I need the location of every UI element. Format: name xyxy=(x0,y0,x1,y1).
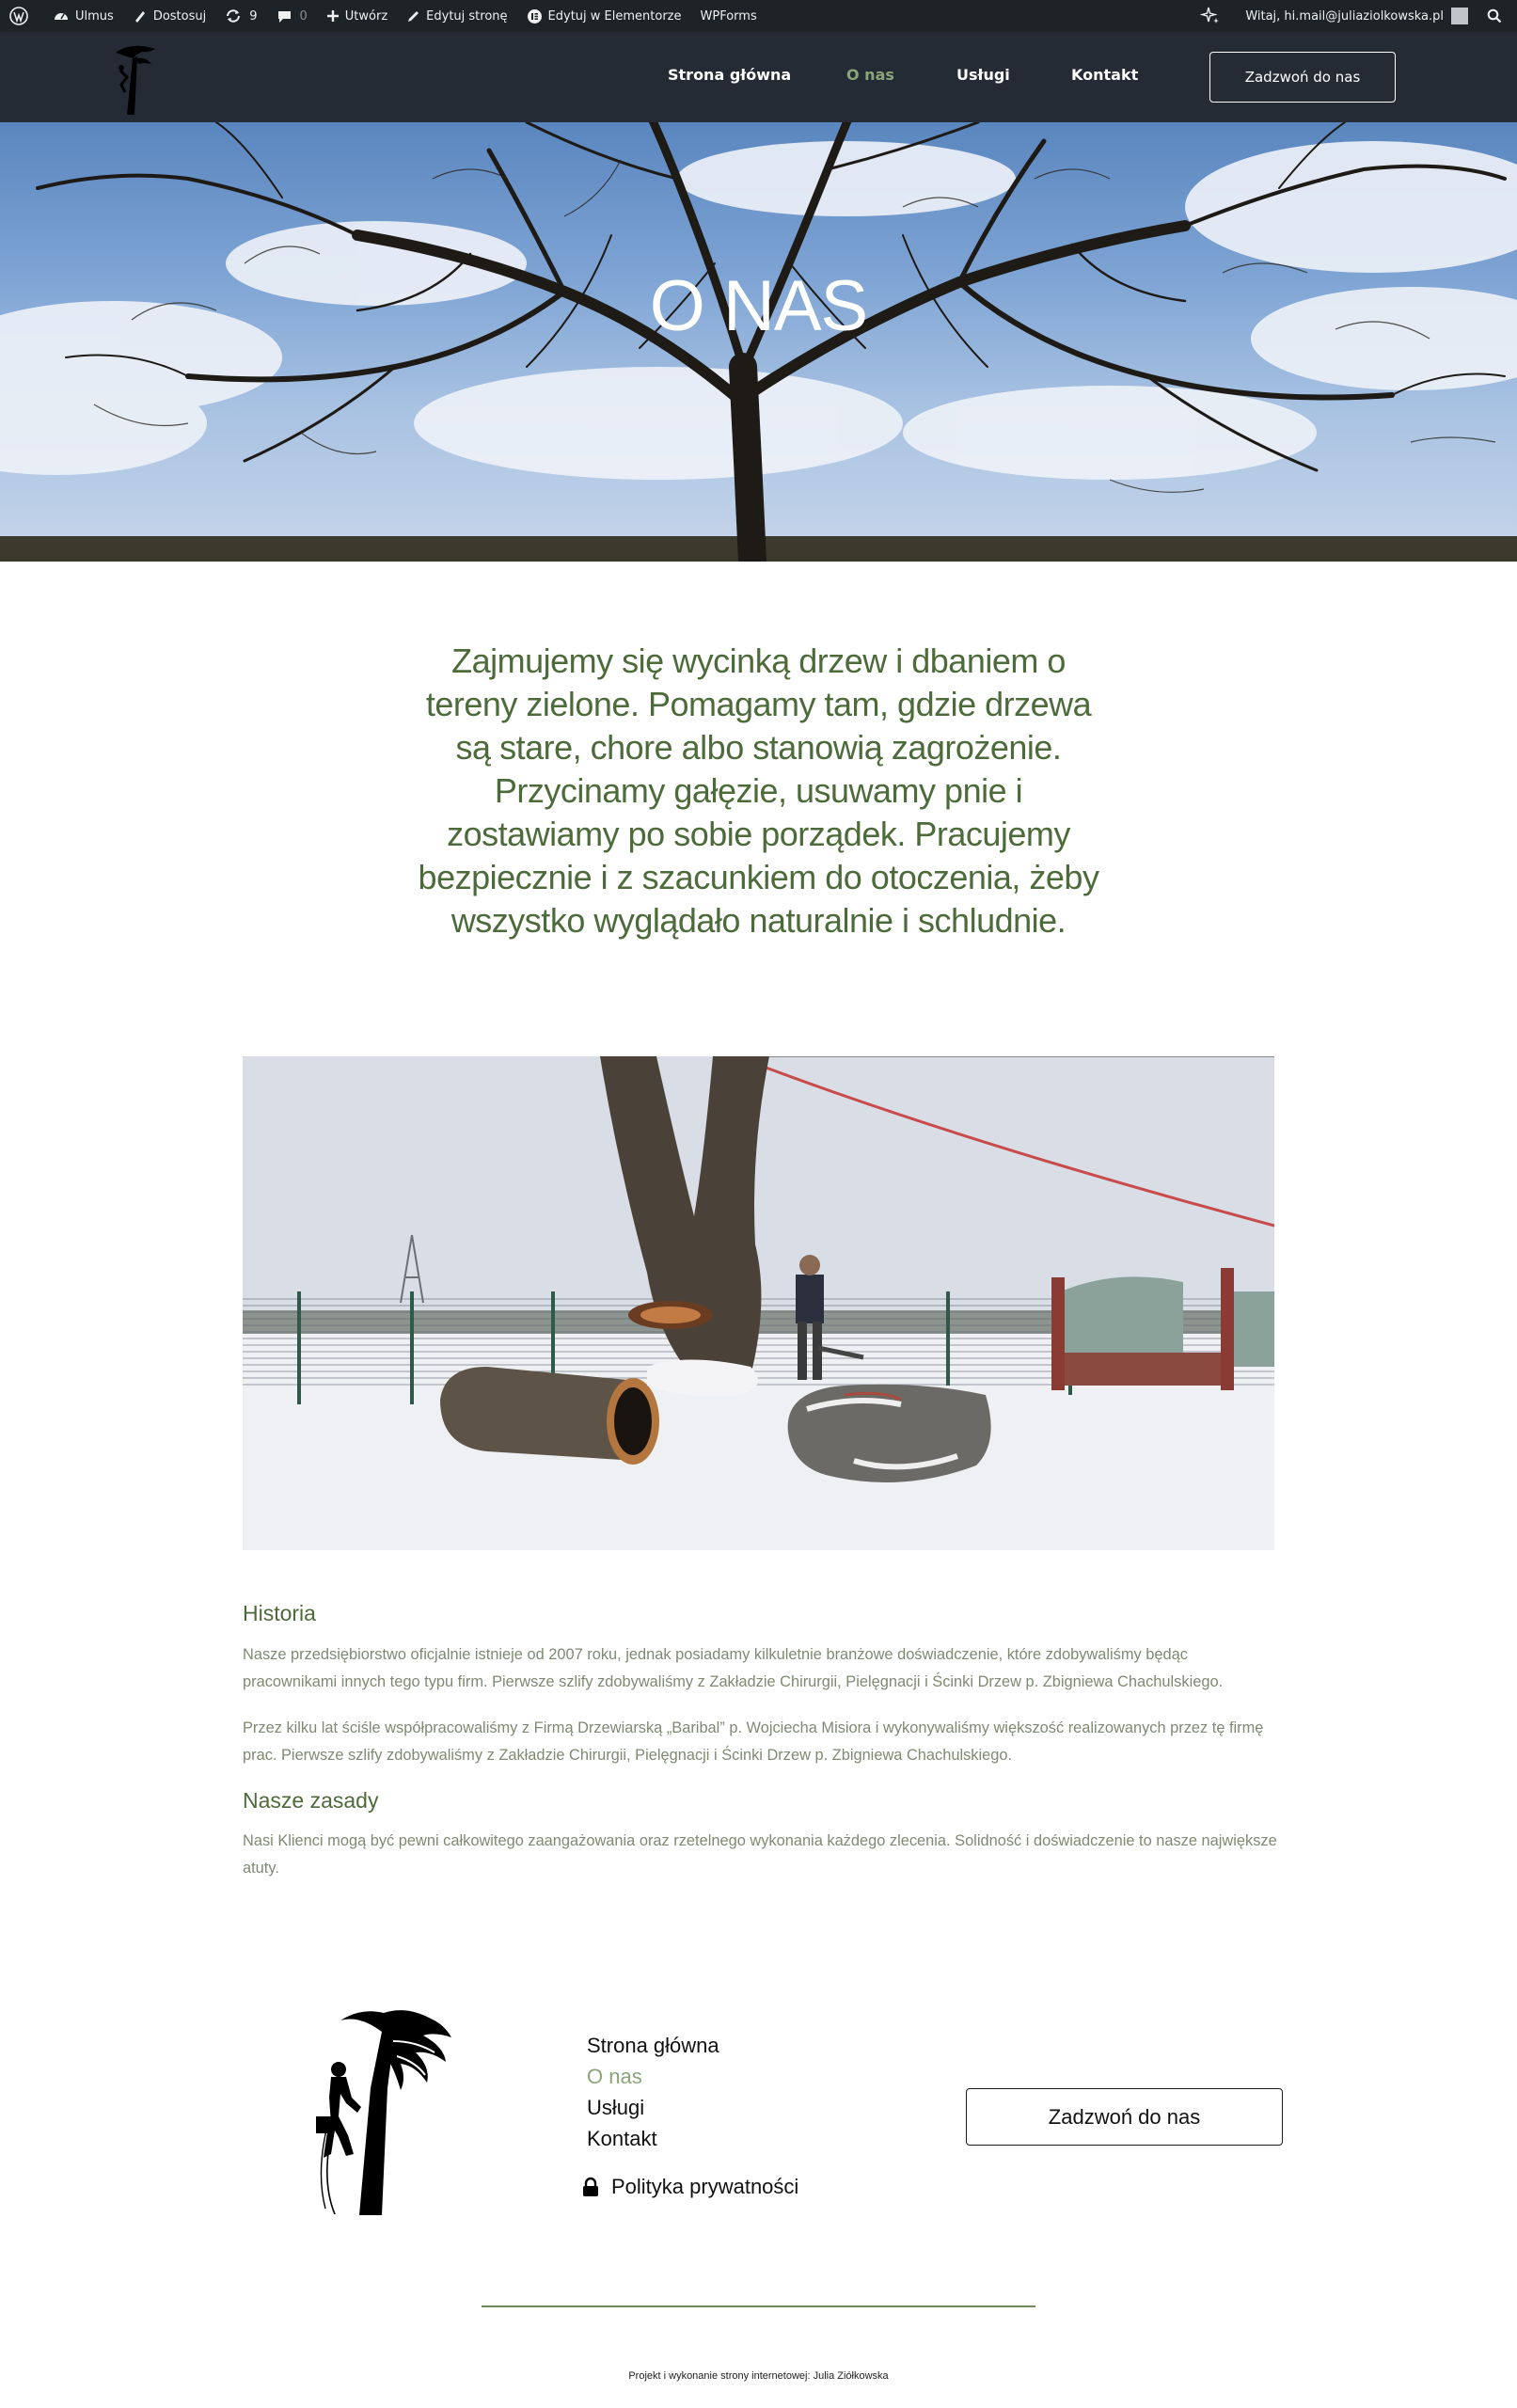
footer-nav-contact[interactable]: Kontakt xyxy=(587,2127,657,2150)
ai-sparkle-icon xyxy=(1200,6,1221,26)
edit-elementor-button[interactable] xyxy=(517,0,691,32)
history-paragraph-2: Przez kilku lat ściśle współpracowaliśmy z Firmą Drzewiarską „Baribal” p. Wojciecha Misiora i wykonywaliśmy większość realizowanych przez tę firmę prac. Pierwsze szlify zdobywaliśmy z Zakładzie Chirurgii, Pielęgnacji i Ścinki Drzew p. Zbigniewa Chachulskiego. xyxy=(243,1719,1264,1764)
principles-paragraph: Nasi Klienci mogą być pewni całkowitego zaangażowania oraz rzetelnego wykonania każdego zlecenia. Solidność i doświadczenie to nasze największe atuty. xyxy=(243,1832,1277,1877)
wpforms-button[interactable] xyxy=(691,0,766,32)
elementor-icon xyxy=(527,8,543,24)
comments-count: 0 xyxy=(299,8,308,24)
customize-button[interactable] xyxy=(123,0,215,32)
page-title: O NAS xyxy=(649,266,868,346)
edit-page-button[interactable] xyxy=(397,0,516,32)
history-heading: Historia xyxy=(243,1601,316,1625)
lock-icon xyxy=(581,2177,600,2197)
hero-banner xyxy=(0,122,1517,562)
comments-button[interactable] xyxy=(267,0,317,32)
footer-credit: Projekt i wykonanie strony internetowej: Julia Ziółkowska xyxy=(628,2370,889,2382)
footer-divider xyxy=(482,2305,1035,2307)
wpforms-label: WPForms xyxy=(700,8,757,24)
edit-elementor-label: Edytuj w Elementorze xyxy=(547,8,682,24)
nav-home[interactable]: Strona główna xyxy=(668,66,792,84)
comment-icon xyxy=(277,8,292,24)
updates-count: 9 xyxy=(249,8,258,24)
pencil-icon xyxy=(406,9,420,24)
updates-icon xyxy=(225,8,242,24)
privacy-policy-link[interactable] xyxy=(581,2175,798,2199)
footer-nav-home[interactable]: Strona główna xyxy=(587,2034,719,2057)
nav-services[interactable]: Usługi xyxy=(956,66,1010,84)
brush-icon xyxy=(133,8,148,24)
call-us-button[interactable]: Zadzwoń do nas xyxy=(1209,52,1396,103)
footer-call-us-button[interactable]: Zadzwoń do nas xyxy=(966,2088,1283,2146)
site-header xyxy=(0,32,1517,122)
new-content-button[interactable] xyxy=(317,0,397,32)
avatar xyxy=(1451,8,1468,24)
customize-label: Dostosuj xyxy=(152,8,207,24)
wp-admin-bar xyxy=(0,0,1517,32)
nav-contact[interactable]: Kontakt xyxy=(1071,66,1139,84)
edit-page-label: Edytuj stronę xyxy=(426,8,508,24)
dashboard-icon xyxy=(53,8,70,24)
updates-button[interactable] xyxy=(215,0,266,32)
privacy-policy-label: Polityka prywatności xyxy=(611,2175,799,2198)
arborist-logo[interactable] xyxy=(108,40,163,117)
footer-nav-services[interactable]: Usługi xyxy=(587,2096,645,2119)
intro-text: Zajmujemy się wycinką drzew i dbaniem o tereny zielone. Pomagamy tam, gdzie drzewa są stare, chore albo stanowią zagrożenie. Przycinamy gałęzie, usuwamy pnie i zostawiamy po sobie porządek. Pracujemy bezpiecznie i z szacunkiem do otoczenia, żeby wszystko wyglądało naturalnie i schludnie. xyxy=(418,642,1099,940)
wordpress-logo-button[interactable] xyxy=(0,0,43,32)
history-paragraph-1: Nasze przedsiębiorstwo oficjalnie istnieje od 2007 roku, jednak posiadamy kilkuletnie branżowe doświadczenie, które zdobywaliśmy będąc pracownikami innych tego typu firm. Pierwsze szlify zdobywaliśmy z Zakładzie Chirurgii, Pielęgnacji i Ścinki Drzew p. Zbigniewa Chachulskiego. xyxy=(243,1646,1224,1690)
wordpress-icon xyxy=(9,7,28,25)
my-account-button[interactable] xyxy=(1236,0,1477,32)
arborist-logo[interactable] xyxy=(303,2004,453,2220)
ai-assistant-button[interactable] xyxy=(1191,0,1236,32)
plus-icon xyxy=(326,9,340,23)
search-icon xyxy=(1487,8,1502,24)
greeting-label: Witaj, hi.mail@juliaziolkowska.pl xyxy=(1245,8,1444,24)
admin-search-button[interactable] xyxy=(1477,0,1517,32)
site-name-label: Ulmus xyxy=(75,8,114,24)
principles-heading: Nasze zasady xyxy=(243,1788,379,1813)
site-name-button[interactable] xyxy=(43,0,123,32)
footer-nav-about[interactable]: O nas xyxy=(587,2065,642,2088)
nav-about[interactable]: O nas xyxy=(846,66,894,84)
tree-felling-photo xyxy=(243,1056,1274,1550)
new-content-label: Utwórz xyxy=(344,8,388,24)
